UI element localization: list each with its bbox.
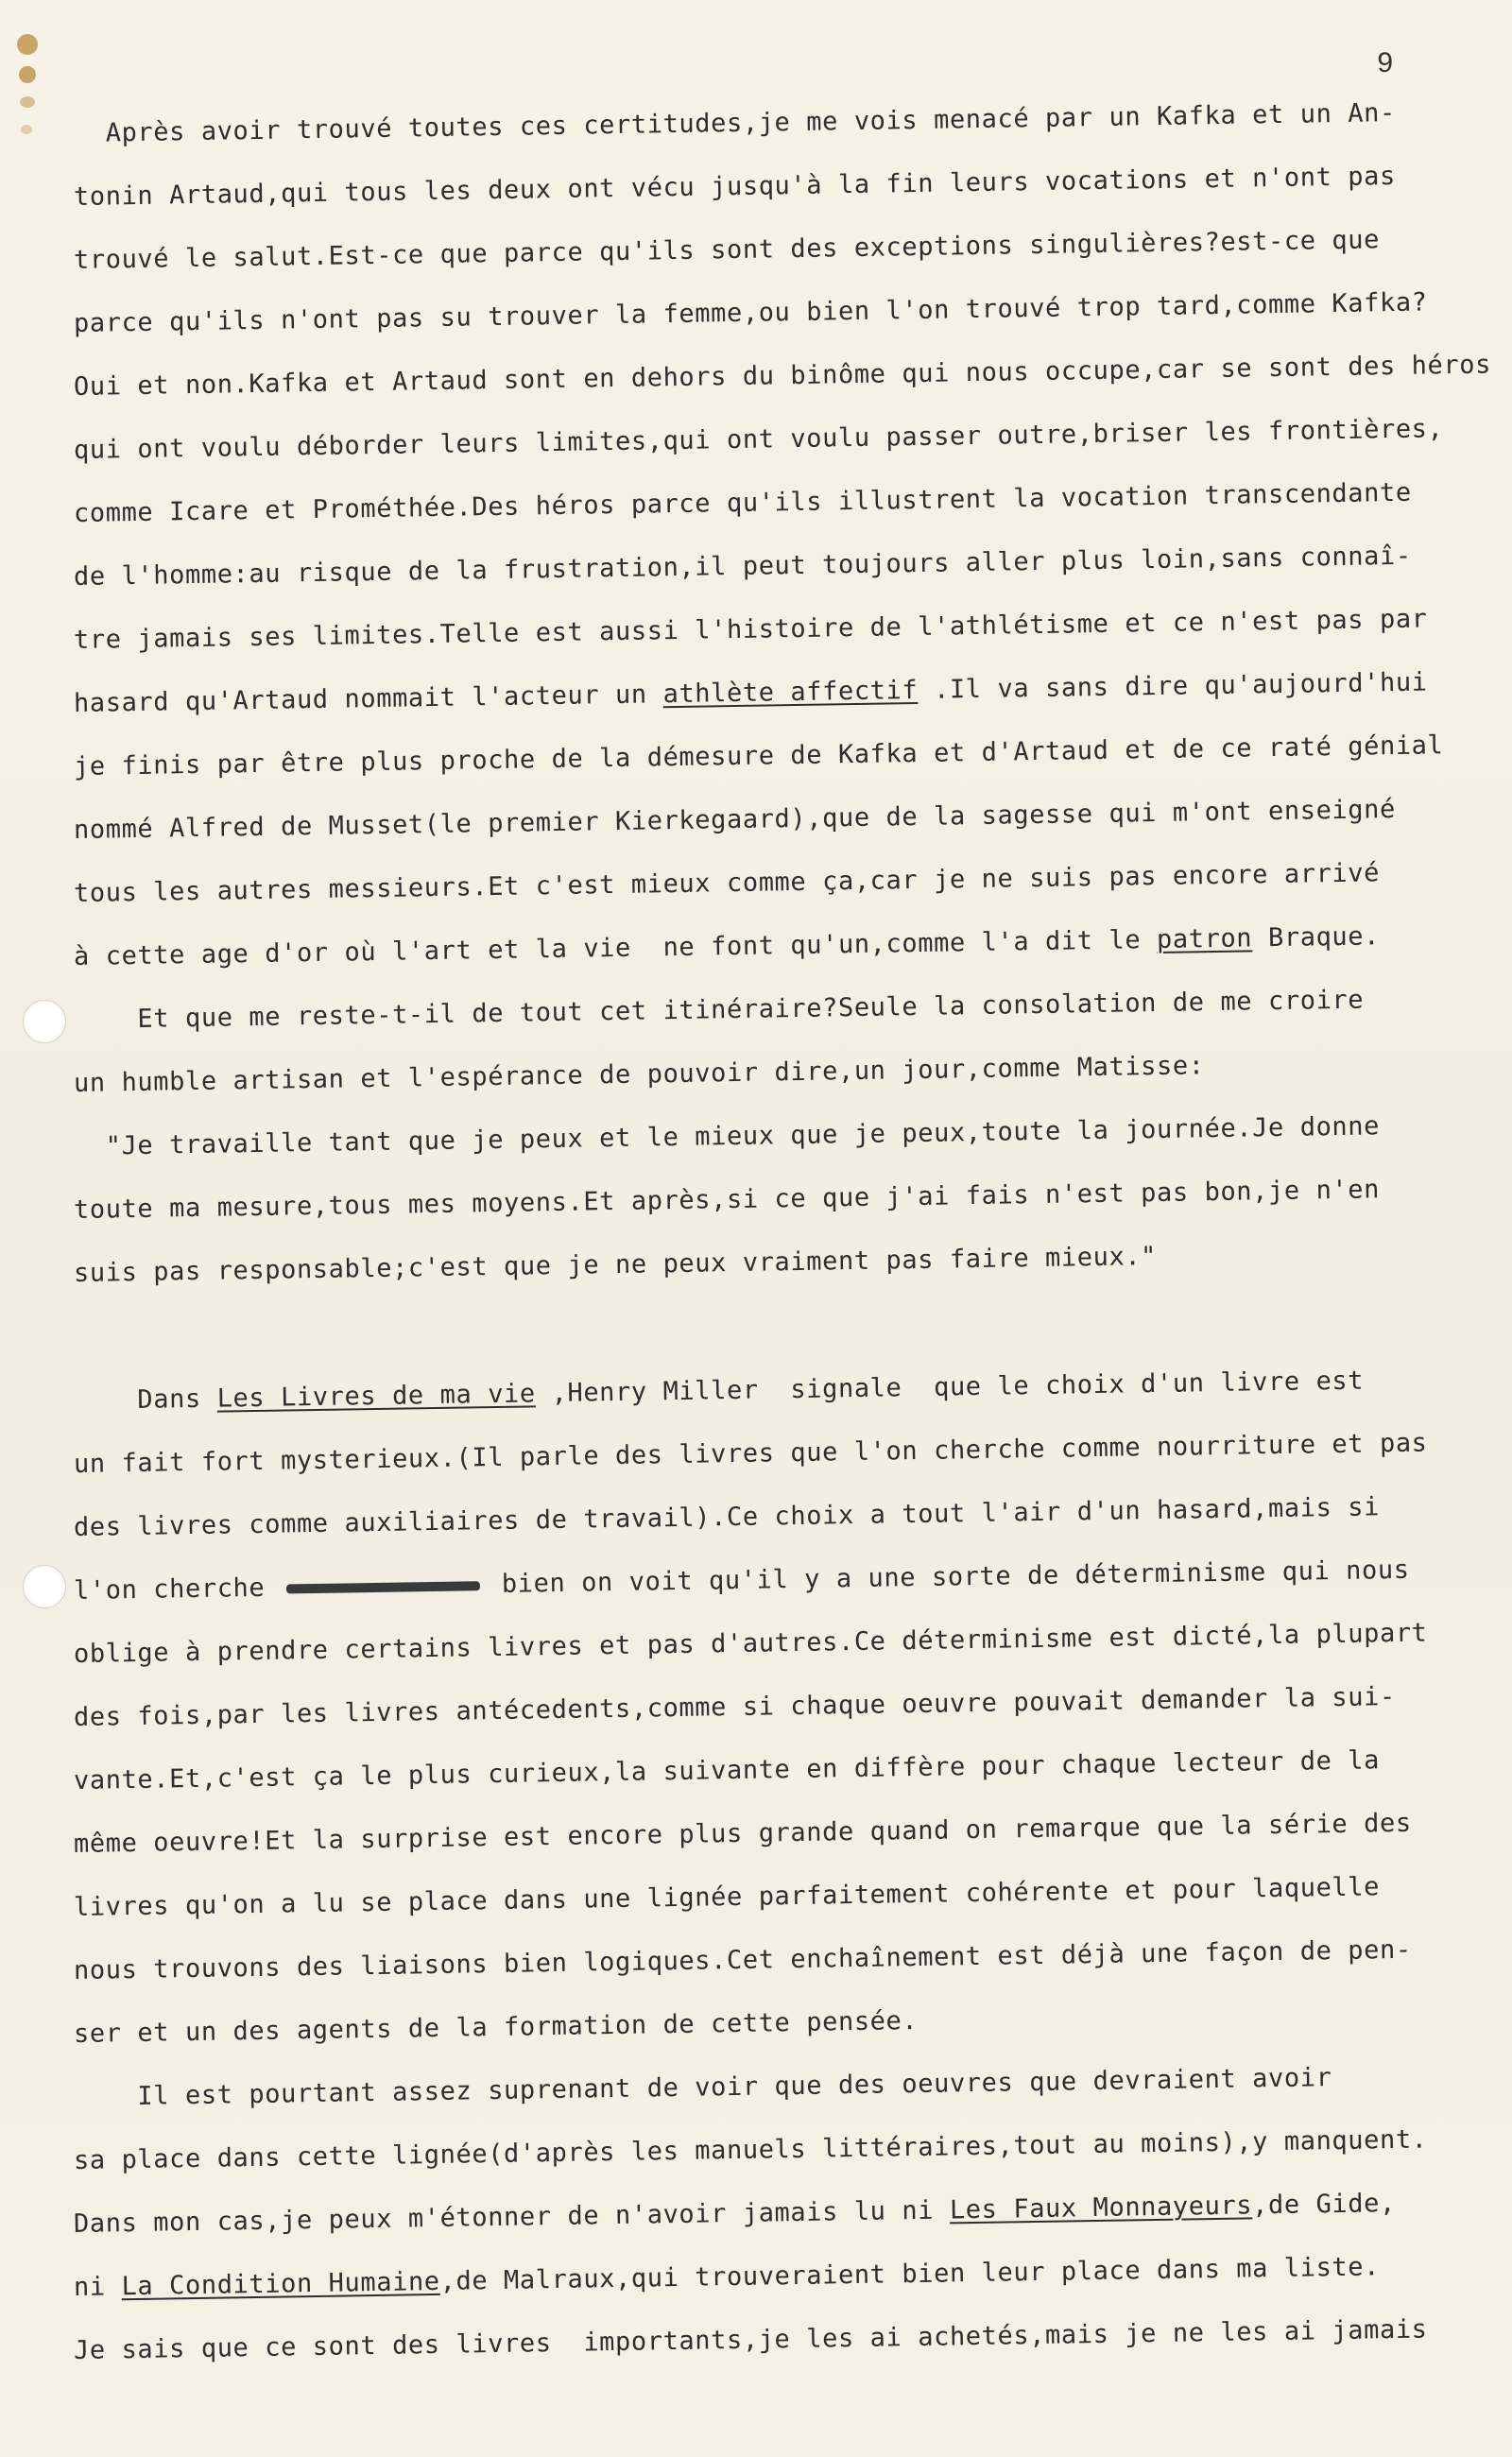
text-fragment: à cette age d'or où l'art et la vie ne font qu'un,comme l'a dit le	[73, 924, 1158, 971]
text-line: Je sais que ce sont des livres importants,je les ai achetés,mais je ne les ai jamais	[73, 2314, 1428, 2365]
text-fragment: Braque.	[1251, 921, 1381, 954]
text-line: ser et un des agents de la formation de cette pensée.	[73, 2005, 919, 2049]
text-line: trouvé le salut.Est-ce que parce qu'ils sont des exceptions singulières?est-ce que	[73, 225, 1381, 275]
text-fragment: l'on cherche	[73, 1572, 282, 1606]
underlined-title-les-livres-de-ma-vie: Les Livres de ma vie	[216, 1379, 536, 1414]
text-line: vante.Et,c'est ça le plus curieux,la suivante en diffère pour chaque lecteur de la	[73, 1745, 1381, 1796]
text-line: livres qu'on a lu se place dans une lignée parfaitement cohérente et pour laquelle	[73, 1872, 1381, 1922]
text-fragment: ,Henry Miller signale que le choix d'un livre est	[535, 1366, 1365, 1409]
text-line: qui ont voulu déborder leurs limites,qui ont voulu passer outre,briser les frontières,	[73, 414, 1444, 465]
binding-stain-marks	[13, 34, 51, 147]
text-line: un humble artisan et l'espérance de pouvoir dire,un jour,comme Matisse:	[73, 1051, 1205, 1098]
text-line: suis pas responsable;c'est que je ne peux vraiment pas faire mieux."	[73, 1241, 1158, 1288]
text-line: Et que me reste-t-il de tout cet itinéraire?Seule la consolation de me croire	[73, 985, 1365, 1035]
text-fragment: bien on voit qu'il y a une sorte de déterminisme qui nous	[485, 1555, 1410, 1600]
text-line: des livres comme auxiliaires de travail).Ce choix a tout l'air d'un hasard,mais si	[73, 1492, 1381, 1542]
text-line: je finis par être plus proche de la démesure de Kafka et d'Artaud et de ce raté génial	[73, 730, 1444, 782]
text-line: même oeuvre!Et la surprise est encore plus grande quand on remarque que la série des	[73, 1808, 1412, 1859]
text-line: nous trouvons des liaisons bien logiques.Cet enchaînement est déjà une façon de pen-	[73, 1934, 1412, 1985]
text-line: de l'homme:au risque de la frustration,il peut toujours aller plus loin,sans connaî-	[73, 541, 1412, 592]
punch-hole-bottom	[23, 1565, 66, 1608]
text-line: Après avoir trouvé toutes ces certitudes,je me vois menacé par un Kafka et un An-	[73, 98, 1397, 148]
underlined-word-patron: patron	[1156, 923, 1253, 954]
punch-hole-top	[23, 1000, 66, 1043]
text-line: "Je travaille tant que je peux et le mieux que je peux,toute la journée.Je donne	[73, 1111, 1381, 1161]
text-fragment: ni	[73, 2272, 122, 2302]
text-fragment: Dans mon cas,je peux m'étonner de n'avoir jamais lu ni	[73, 2195, 951, 2239]
text-line: Oui et non.Kafka et Artaud sont en dehors du binôme qui nous occupe,car se sont des héros	[73, 350, 1492, 402]
text-line: Il est pourtant assez suprenant de voir que des oeuvres que devraient avoir	[73, 2063, 1332, 2112]
text-line: nommé Alfred de Musset(le premier Kierkegaard),que de la sagesse qui m'ont enseigné	[73, 795, 1397, 845]
text-line: tre jamais ses limites.Telle est aussi l'histoire de l'athlétisme et ce n'est pas par	[73, 604, 1428, 655]
text-fragment: Dans	[73, 1383, 217, 1416]
underlined-phrase-athlete-affectif: athlète affectif	[662, 675, 919, 710]
text-line: un fait fort mysterieux.(Il parle des livres que l'on cherche comme nourriture et pas	[73, 1428, 1428, 1479]
underlined-title-faux-monnayeurs: Les Faux Monnayeurs	[949, 2191, 1253, 2225]
text-line: comme Icare et Prométhée.Des héros parce qu'ils illustrent la vocation transcendante	[73, 477, 1412, 528]
text-line: parce qu'ils n'ont pas su trouver la femme,ou bien l'on trouvé trop tard,comme Kafka?	[73, 287, 1428, 338]
text-line: oblige à prendre certains livres et pas d'autres.Ce déterminisme est dicté,la plupart	[73, 1618, 1428, 1669]
text-line: toute ma mesure,tous mes moyens.Et après,si ce que j'ai fais n'est pas bon,je n'en	[73, 1175, 1381, 1225]
text-line: sa place dans cette lignée(d'après les manuels littéraires,tout au moins),y manquent.	[73, 2124, 1428, 2175]
typed-text-body	[73, 98, 1492, 2382]
text-fragment: ,de Gide,	[1251, 2189, 1397, 2221]
struck-out-text	[286, 1581, 480, 1593]
text-line: tous les autres messieurs.Et c'est mieux comme ça,car je ne suis pas encore arrivé	[73, 858, 1381, 908]
text-line: des fois,par les livres antécedents,comme si chaque oeuvre pouvait demander la sui-	[73, 1682, 1397, 1732]
underlined-title-la-condition-humaine: La Condition Humaine	[121, 2266, 440, 2302]
text-fragment: .Il va sans dire qu'aujourd'hui	[917, 667, 1428, 705]
text-fragment: hasard qu'Artaud nommait l'acteur un	[73, 679, 663, 718]
text-fragment: ,de Malraux,qui trouveraient bien leur place dans ma liste.	[439, 2252, 1381, 2296]
page-number: 9	[1377, 47, 1393, 78]
text-line: tonin Artaud,qui tous les deux ont vécu jusqu'à la fin leurs vocations et n'ont pas	[73, 162, 1397, 212]
